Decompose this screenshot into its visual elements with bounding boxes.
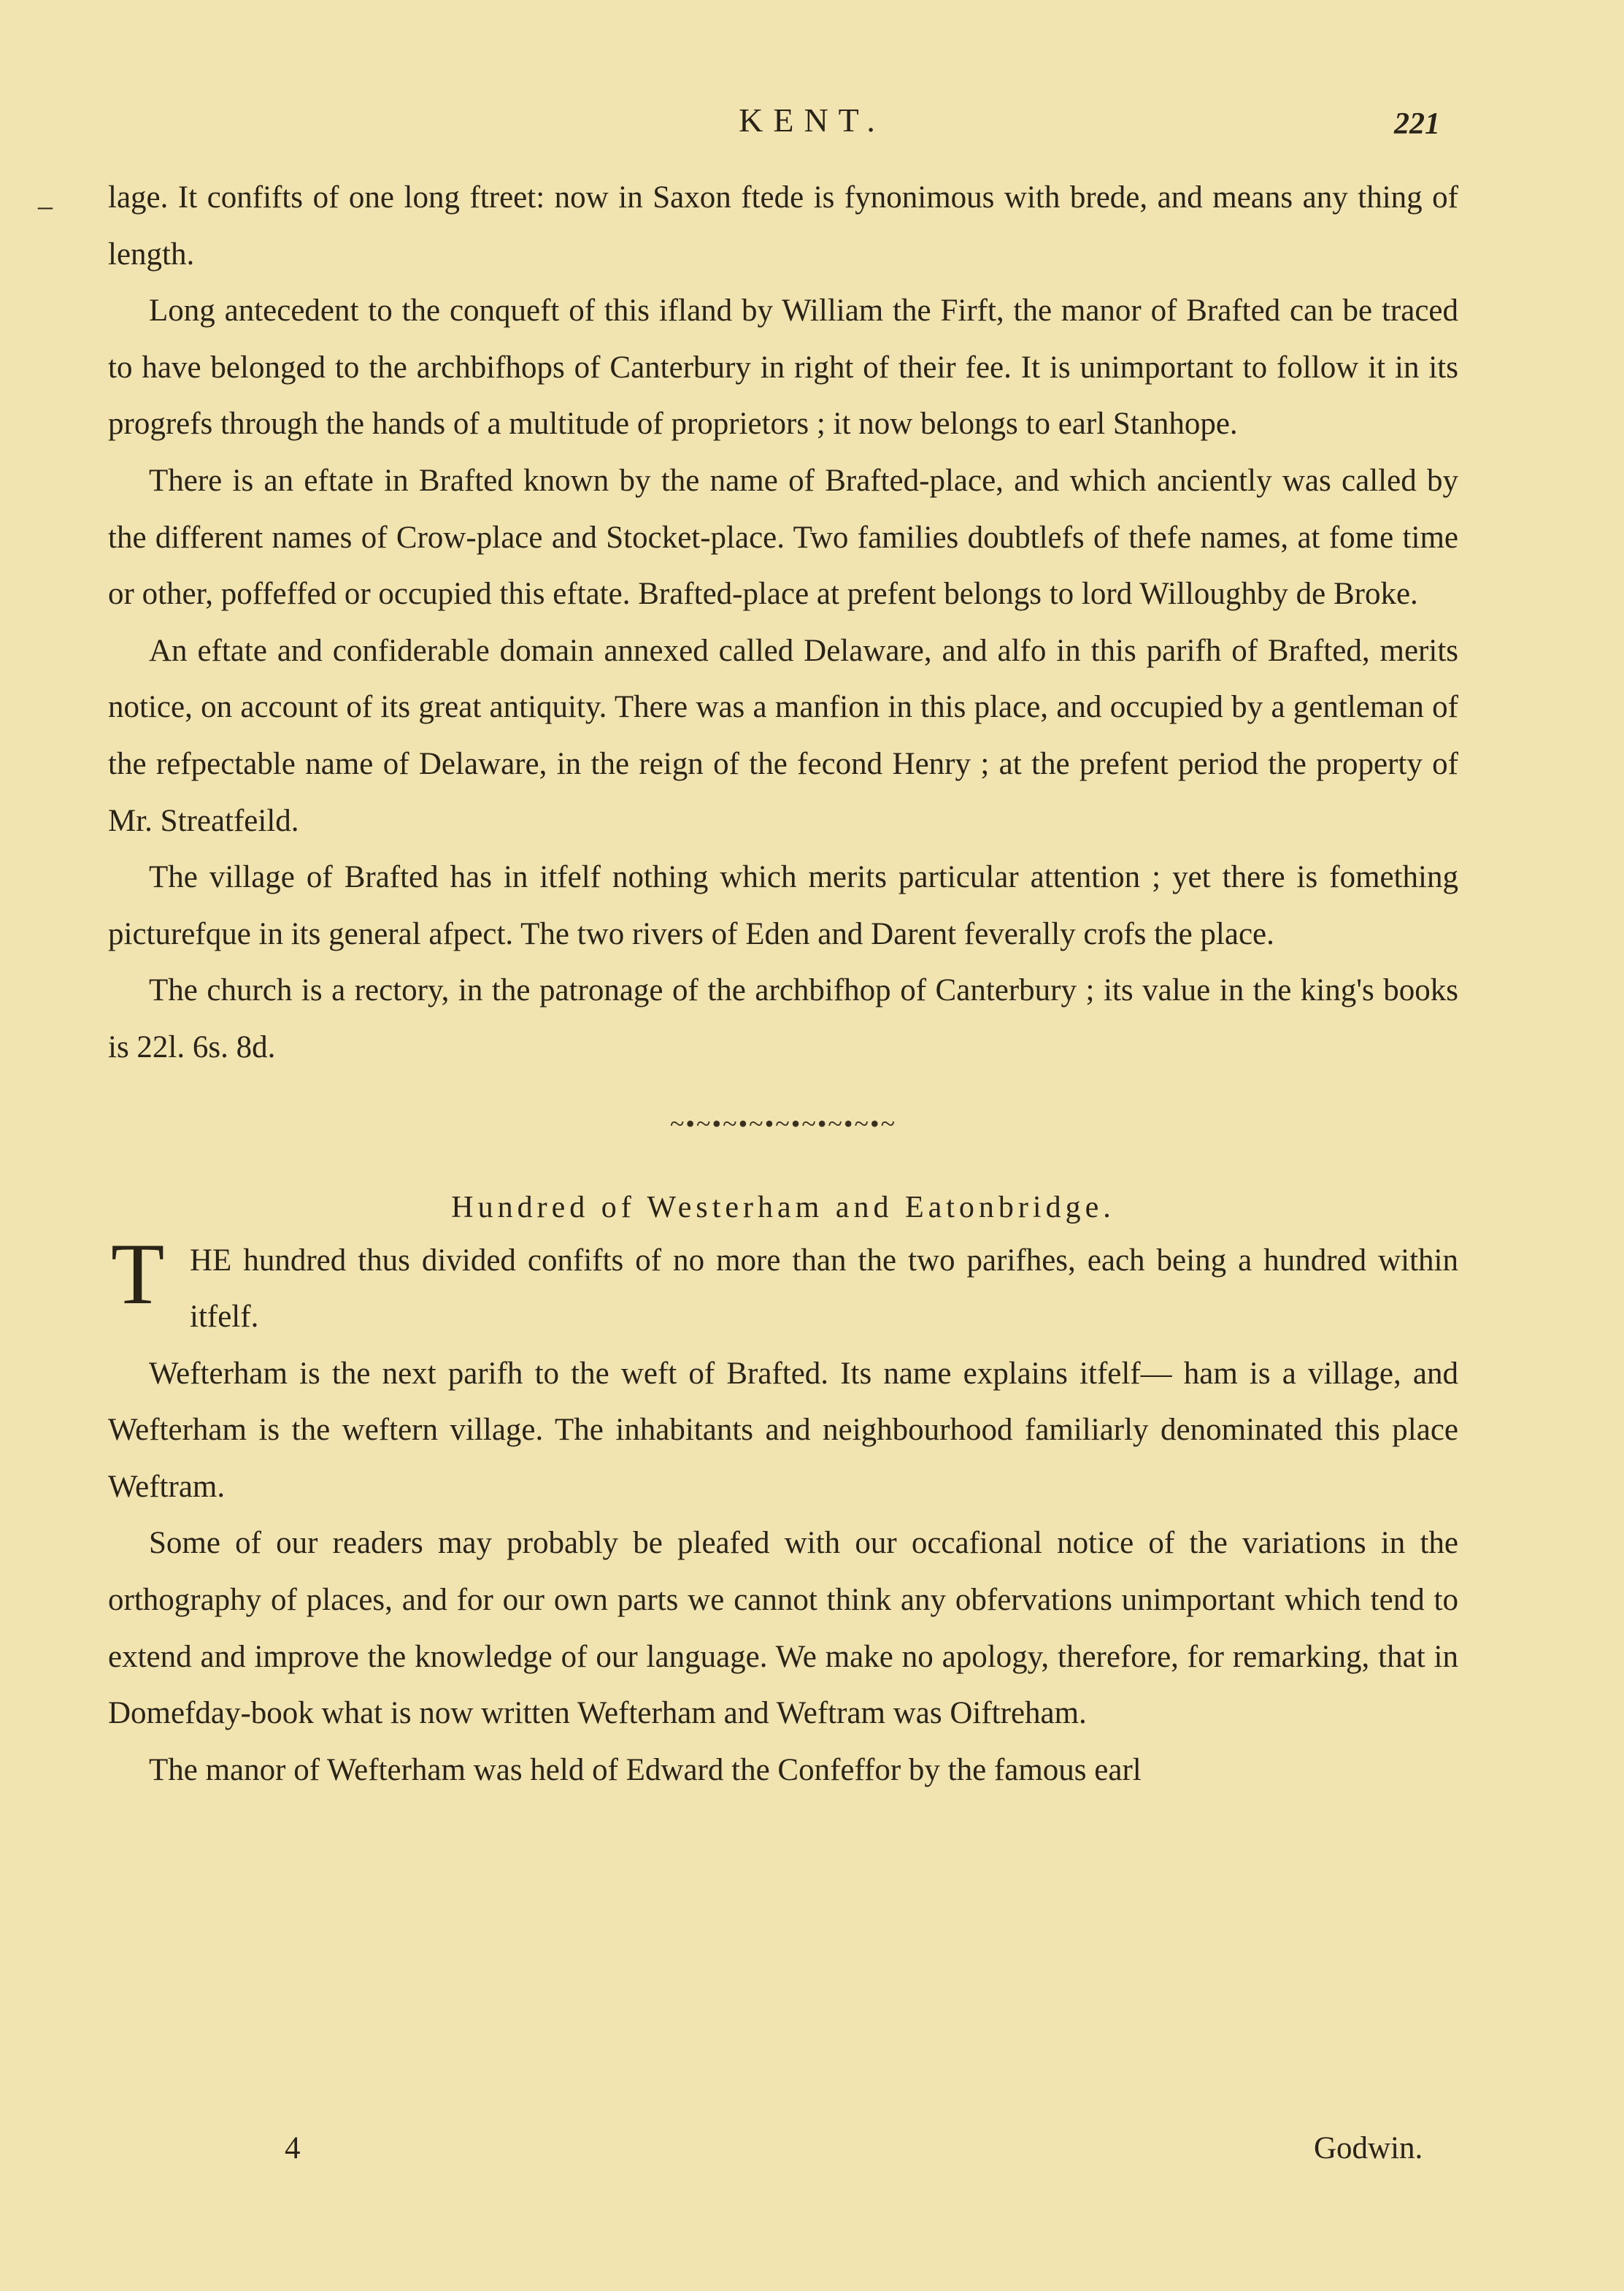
paragraph-text: HE hundred thus divided confifts of no more than the two parifhes, each being a hundred within itfelf. xyxy=(190,1243,1458,1335)
paragraph: Some of our readers may probably be pleafed with our occafional notice of the variations in the orthography of places, and for our own parts we cannot think any obfervations unimportant which tend to extend and improve the knowledge of our language. We make no apology, therefore, for remarking, that in Domefday-book what is now written Wefterham and Weftram was Oiftreham. xyxy=(108,1526,1458,1731)
drop-cap: T xyxy=(111,1224,165,1322)
paragraph: Long antecedent to the conqueft of this ifland by William the Firft, the manor of Brafted can be traced to have belonged to the archbifhops of Canterbury in right of their fee. It is unimportant to follow it in its progrefs through the hands of a multitude of proprietors ; it now belongs to earl Stanhope. xyxy=(108,293,1458,442)
paragraph: The village of Brafted has in itfelf nothing which merits particular attention ; yet there is fomething picturefque in its general afpect. The two rivers of Eden and Darent feverally crofs the place. xyxy=(108,860,1458,951)
section-heading: Hundred of Westerham and Eatonbridge. xyxy=(451,1190,1115,1224)
paragraph: Wefterham is the next parifh to the weft of Brafted. Its name explains itfelf— ham is a village, and Wefterham is the weftern village. The inhabitants and neighbourhood familiarly denominated this place Weftram. xyxy=(108,1356,1458,1504)
ornament-divider: ~•~•~•~•~•~•~•~•~ xyxy=(669,1108,897,1138)
paragraph: lage. It confifts of one long ftreet: now in Saxon ftede is fynonimous with brede, and means any thing of length. xyxy=(108,180,1458,272)
margin-mark: – xyxy=(38,189,53,222)
signature-mark: 4 xyxy=(285,2131,301,2165)
paragraph: The manor of Wefterham was held of Edward the Confeffor by the famous earl xyxy=(149,1752,1142,1787)
page-number: 221 xyxy=(1394,107,1440,141)
paragraph: An eftate and confiderable domain annexed called Delaware, and alfo in this parifh of Brafted, merits notice, on account of its great antiquity. There was a manfion in this place, and occupied by a gentleman of the refpectable name of Delaware, in the reign of the fecond Henry ; at the prefent period the property of Mr. Streatfeild. xyxy=(108,633,1458,838)
paragraph: The church is a rectory, in the patronage of the archbifhop of Canterbury ; its value in the king's books is 22l. 6s. 8d. xyxy=(108,973,1458,1064)
paragraph: There is an eftate in Brafted known by the name of Brafted-place, and which anciently was called by the different names of Crow-place and Stocket-place. Two families doubtlefs of thefe names, at fome time or other, poffeffed or occupied this eftate. Brafted-place at prefent belongs to lord Willoughby de Broke. xyxy=(108,463,1458,612)
paragraph xyxy=(108,1224,1458,1346)
catchword: Godwin. xyxy=(1314,2131,1423,2165)
running-title: KENT. xyxy=(739,101,885,139)
main-text xyxy=(108,169,1458,1798)
